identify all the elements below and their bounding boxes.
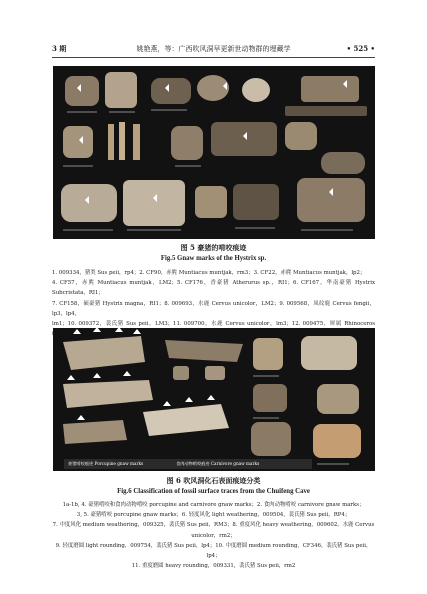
- specimen-1: [65, 76, 99, 106]
- specimen-4: [63, 380, 153, 408]
- figure-5-description-line: 4. CF57，赤麂 Muntiacus muntjak，LM2；5. CF176，香豪猪 Atherurus sp.，RI1；6. CF167，华南豪猪 Hystrix Subcristata，RI1；: [52, 280, 375, 297]
- specimen-5b: [63, 420, 127, 444]
- specimen-10: [251, 422, 291, 456]
- specimen-3b: [242, 78, 270, 102]
- figure-5-description-line: 1. 009334，猪类 Sus peii，rp4；2. CF90，赤麂 Muntiacus muntjak，rm3；3. CF22，赤麂 Muntiacus muntjak，lp2；: [52, 270, 366, 276]
- specimen-6b: [119, 122, 125, 160]
- figure-6-description-line: 3, 5. 豪猪啃咬 porcupine gnaw marks；6. 轻度风化 light weathering，009504，裴氏猪 Sus peii，RP4；: [76, 512, 351, 519]
- specimen-11: [123, 180, 185, 226]
- figure-6-description-line: 7. 中度风化 medium weathering，009325，裴氏猪 Sus peii，RM3；8. 重度风化 heavy weathering，009602，水鹿 Cervus unicolor，rm2；: [52, 522, 375, 539]
- specimen-1b: [165, 340, 243, 362]
- specimen-5: [143, 404, 229, 436]
- figure-6-specimens: [53, 328, 375, 471]
- article-title: 姚艳燕，等：广西吹风洞早更新世动物群的埋藏学: [136, 45, 291, 53]
- specimen-8: [171, 126, 203, 160]
- figure-6-caption-cn: 图 6 吹风洞化石表面痕迹分类: [166, 476, 261, 485]
- issue-number: 3 期: [52, 44, 67, 53]
- specimen-9: [317, 384, 359, 414]
- specimen-3: [205, 366, 225, 380]
- header-rule: [52, 57, 375, 58]
- specimen-5: [63, 126, 93, 158]
- specimen-11: [313, 424, 361, 458]
- specimen-6: [253, 338, 283, 370]
- specimen-10: [321, 152, 365, 174]
- specimen-2: [173, 366, 189, 380]
- figure-6-description-line: 11. 重度磨圆 heavy rounding，009331，裴氏猪 Sus peii，rm2: [131, 563, 296, 570]
- figure-6-description: [52, 500, 375, 571]
- specimen-1a: [63, 336, 145, 370]
- specimen-7: [133, 124, 140, 160]
- figure-5-caption-en: Fig.5 Gnaw marks of the Hystrix sp.: [160, 255, 267, 262]
- specimen-4: [301, 76, 359, 102]
- specimen-4b: [285, 106, 367, 116]
- figure-5-description-line: lm1；10. 009372，裴氏猪 Sus peii，LM3；11. 009700，水鹿 Cervus unicolor，lm3；12. 009475，犀属 Rhinoceros: [52, 321, 375, 328]
- figure-5-description-line: 7. CF158，硕豪猪 Hystrix magna，RI1；8. 009693，水鹿 Cervus unicolor，LM2；9. 009568，凤纹鹿 Cervus fengii，lp3，lp4，: [52, 300, 375, 317]
- specimen-9: [211, 122, 277, 156]
- specimen-2: [105, 72, 137, 108]
- legend-porcupine-marks: 豪猪啃咬痕迹 Porcupine gnaw marks: [68, 461, 144, 466]
- specimen-9b: [285, 122, 317, 150]
- specimen-3: [197, 75, 229, 101]
- specimen-12b: [297, 178, 365, 222]
- specimen-7: [301, 336, 357, 370]
- specimen-8: [253, 384, 287, 412]
- figure-6-legend: [64, 459, 312, 469]
- figure-6-plate: [53, 328, 375, 471]
- running-header: [52, 43, 375, 55]
- figure-5-plate: [53, 66, 375, 239]
- specimen-6: [108, 124, 114, 160]
- figure-5-caption-cn: 图 5 豪猪的啃咬痕迹: [180, 243, 247, 252]
- figure-6-description-line: 1a-1b, 4. 豪猪啃咬和食肉动物啃咬 porcupine and carnivore gnaw marks；2. 食肉动物啃咬 carnivore gnaw marks；: [62, 502, 365, 508]
- figure-6-caption-en: Fig.6 Classification of fossil surface traces from the Chuifeng Cave: [117, 488, 310, 495]
- figure-6-description-line: 9. 轻度磨圆 light rounding，009754，裴氏猪 Sus peii，lp4；10. 中度磨圆 medium rounding，CF346，裴氏猪 Sus peii，lp4；: [55, 542, 372, 560]
- figure-5-specimens: [53, 66, 375, 239]
- specimen-2b: [151, 78, 191, 104]
- page-number: • 525 •: [346, 44, 375, 53]
- specimen-11b: [195, 186, 227, 218]
- legend-carnivore-marks: 食肉动物啃咬痕迹 Carnivore gnaw marks: [176, 461, 260, 466]
- specimen-12: [233, 184, 279, 220]
